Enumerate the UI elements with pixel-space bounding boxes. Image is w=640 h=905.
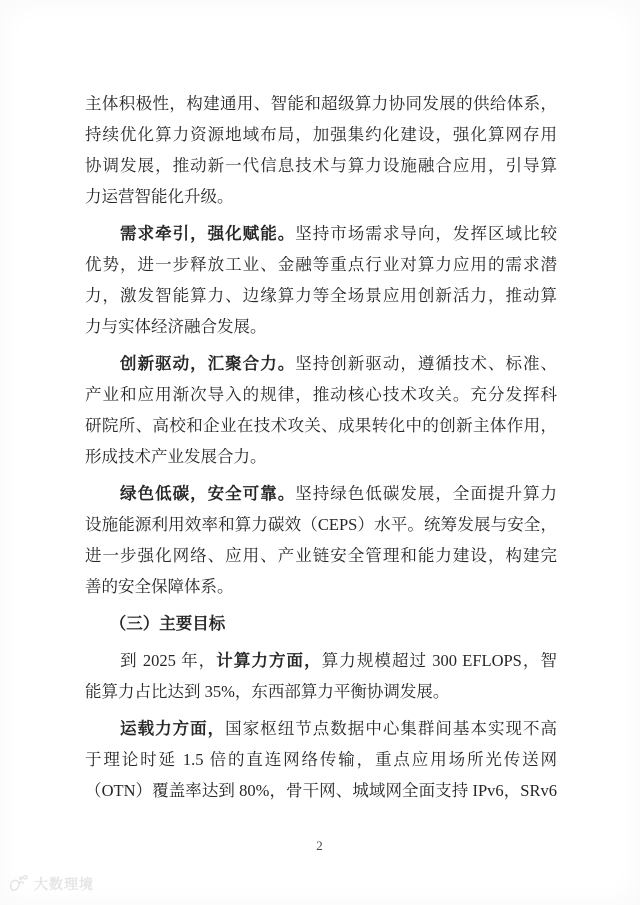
- text-line: [85, 775, 557, 806]
- text-run: 持续优化算力资源地域布局，加强集约化建设，强化算网存用: [85, 125, 557, 144]
- text-line: [85, 181, 557, 212]
- paragraph: [85, 713, 557, 806]
- watermark-logo-icon: [8, 875, 30, 893]
- text-line: [85, 280, 557, 311]
- text-run: 坚持市场需求导向，发挥区域比较: [295, 224, 557, 243]
- bold-run: 创新驱动，汇聚合力。: [120, 354, 296, 373]
- bold-run: （三）主要目标: [118, 614, 226, 633]
- text-line: [85, 88, 557, 119]
- text-run: 力与实体经济融合发展。: [85, 317, 267, 336]
- paragraph: [85, 348, 557, 472]
- paragraph: [85, 218, 557, 342]
- text-run: [85, 719, 120, 738]
- paragraph: [85, 608, 557, 639]
- text-line: [85, 249, 557, 280]
- text-run: 算力规模超过 300 EFLOPS，智: [321, 651, 557, 670]
- text-run: 设施能源利用效率和算力碳效（CEPS）水平。统筹发展与安全，: [85, 515, 557, 534]
- text-run: 产业和应用渐次导入的规律，推动核心技术攻关。充分发挥科: [85, 385, 557, 404]
- text-run: 能算力占比达到 35%，东西部算力平衡协调发展。: [85, 682, 450, 701]
- text-line: [85, 509, 557, 540]
- text-run: 主体积极性，构建通用、智能和超级算力协同发展的供给体系，: [85, 94, 557, 113]
- text-run: [85, 224, 120, 243]
- text-line: [85, 571, 557, 602]
- text-run: 形成技术产业发展合力。: [85, 447, 267, 466]
- bold-run: 绿色低碳，安全可靠。: [120, 484, 296, 503]
- text-run: 到 2025 年，: [85, 651, 217, 670]
- text-line: [85, 713, 557, 744]
- text-line: [85, 441, 557, 472]
- text-run: 国家枢纽节点数据中心集群间基本实现不高: [225, 719, 557, 738]
- text-run: 优势，进一步释放工业、金融等重点行业对算力应用的需求潜: [85, 255, 557, 274]
- text-line: [85, 150, 557, 181]
- text-run: 协调发展，推动新一代信息技术与算力设施融合应用，引导算: [85, 156, 557, 175]
- paragraph: [85, 478, 557, 602]
- text-line: [85, 676, 557, 707]
- bold-run: 需求牵引，强化赋能。: [120, 224, 296, 243]
- text-line: [85, 540, 557, 571]
- text-run: 力运营智能化升级。: [85, 187, 234, 206]
- text-line: [85, 478, 557, 509]
- text-line: [85, 608, 557, 639]
- watermark: [8, 874, 94, 894]
- text-line: [85, 379, 557, 410]
- text-run: 坚持绿色低碳发展，全面提升算力: [295, 484, 557, 503]
- text-run: 善的安全保障体系。: [85, 577, 234, 596]
- text-run: [85, 354, 120, 373]
- text-run: （OTN）覆盖率达到 80%，骨干网、城域网全面支持 IPv6，SRv6: [85, 781, 557, 800]
- text-run: [85, 614, 118, 633]
- page-number: 2: [316, 838, 324, 853]
- bold-run: 计算力方面，: [216, 651, 322, 670]
- text-line: [85, 218, 557, 249]
- text-line: [85, 348, 557, 379]
- bold-run: 运载力方面，: [120, 719, 226, 738]
- text-line: [85, 119, 557, 150]
- paragraph: [85, 645, 557, 707]
- text-run: 进一步强化网络、应用、产业链安全管理和能力建设，构建完: [85, 546, 557, 565]
- text-block: [85, 88, 557, 812]
- text-line: [85, 645, 557, 676]
- text-line: [85, 744, 557, 775]
- text-run: [85, 484, 120, 503]
- text-run: 研院所、高校和企业在技术攻关、成果转化中的创新主体作用，: [85, 416, 557, 435]
- text-line: [85, 410, 557, 441]
- text-run: 力，激发智能算力、边缘算力等全场景应用创新活力，推动算: [85, 286, 557, 305]
- text-run: 坚持创新驱动，遵循技术、标准、: [295, 354, 557, 373]
- text-line: [85, 311, 557, 342]
- text-run: 于理论时延 1.5 倍的直连网络传输，重点应用场所光传送网: [85, 750, 557, 769]
- paragraph: [85, 88, 557, 212]
- watermark-text: 大数理境: [34, 878, 94, 893]
